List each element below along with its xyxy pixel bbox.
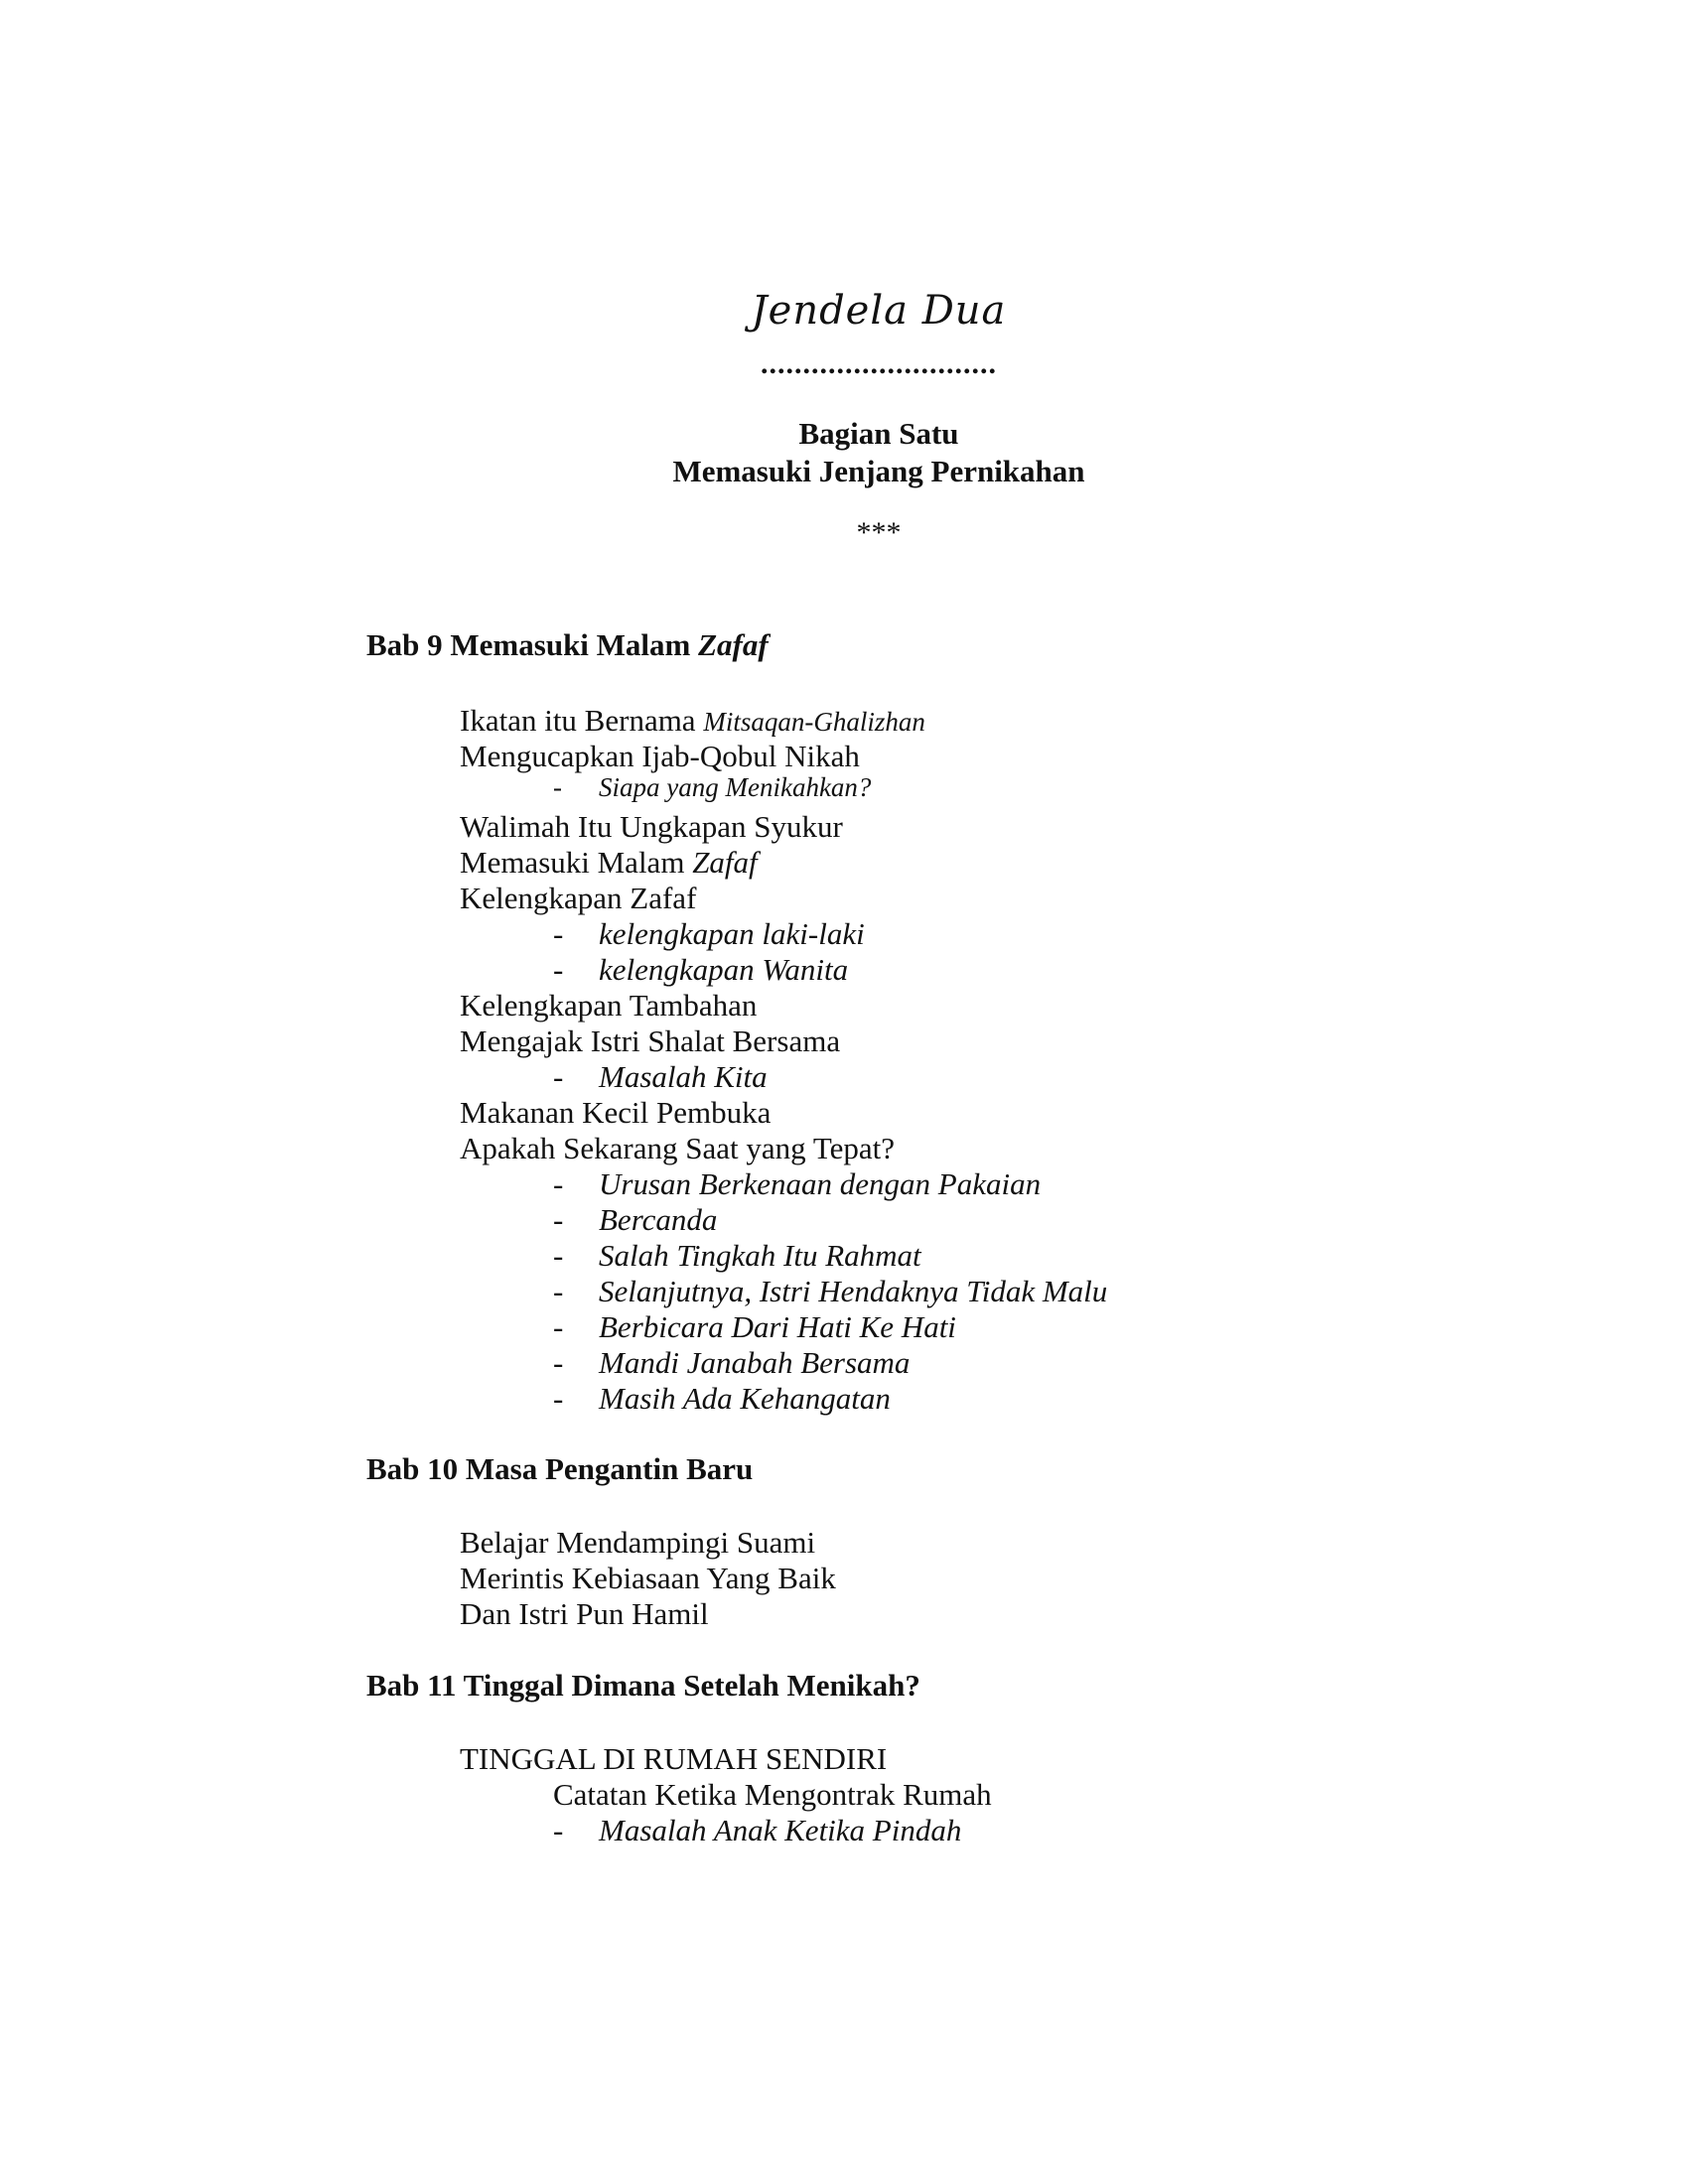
part-label: Bagian Satu [798,416,959,451]
dash-bullet: - [553,952,564,987]
toc-subitem [553,1059,768,1095]
toc-subitem-text: Berbicara Dari Hati Ke Hati [599,1309,956,1344]
toc-item: Merintis Kebiasaan Yang Baik [460,1561,836,1595]
dash-bullet: - [553,916,564,951]
toc-subitem-text: Bercanda [599,1202,718,1237]
toc-subitem [553,916,865,952]
chapter-heading-11: Bab 11 Tinggal Dimana Setelah Menikah? [366,1668,920,1703]
toc-item-text: Memasuki Malam [460,845,693,880]
dash-bullet: - [553,1166,564,1201]
dotted-divider: ............................ [761,347,997,380]
dash-bullet: - [553,772,562,802]
chapter-label: Bab 9 Memasuki Malam [366,627,699,662]
toc-item: Makanan Kecil Pembuka [460,1095,772,1130]
toc-item: Dan Istri Pun Hamil [460,1596,709,1631]
toc-subitem-text: Siapa yang Menikahkan? [599,772,872,802]
toc-item: Kelengkapan Zafaf [460,881,697,915]
dash-bullet: - [553,1238,564,1273]
toc-subitem-text: kelengkapan Wanita [599,952,849,987]
part-title: Memasuki Jenjang Pernikahan [672,454,1085,488]
chapter-heading-9 [366,627,769,663]
toc-subitem [553,1309,956,1345]
toc-subitem [553,1166,1041,1202]
toc-item-italic: Mitsaqan-Ghalizhan [703,707,925,737]
dash-bullet: - [553,1309,564,1344]
toc-subitem-text: Salah Tingkah Itu Rahmat [599,1238,921,1273]
dash-bullet: - [553,1381,564,1416]
toc-subitem [553,952,848,988]
toc-subitem-text: Mandi Janabah Bersama [599,1345,911,1380]
dash-bullet: - [553,1813,564,1847]
toc-item: Belajar Mendampingi Suami [460,1525,816,1560]
toc-subitem [553,1813,961,1848]
stars-separator: *** [856,516,902,549]
toc-item [460,703,925,739]
chapter-heading-10: Bab 10 Masa Pengantin Baru [366,1451,754,1486]
toc-subitem-text: Masih Ada Kehangatan [599,1381,891,1416]
toc-subitem-text: Masalah Kita [599,1059,768,1094]
toc-subitem-text: kelengkapan laki-laki [599,916,865,951]
chapter-label-italic: Zafaf [698,627,769,662]
toc-subitem-text: Masalah Anak Ketika Pindah [599,1813,962,1847]
toc-item: Walimah Itu Ungkapan Syukur [460,809,843,844]
toc-item: Mengajak Istri Shalat Bersama [460,1024,841,1058]
dash-bullet: - [553,1202,564,1237]
dash-bullet: - [553,1345,564,1380]
toc-subitem [553,1274,1107,1309]
toc-subitem-text: Urusan Berkenaan dengan Pakaian [599,1166,1042,1201]
toc-subitem [553,1345,910,1381]
toc-item: TINGGAL DI RUMAH SENDIRI [460,1741,888,1776]
toc-subitem [553,1381,891,1417]
dash-bullet: - [553,1059,564,1094]
section-window-title: Jendela Dua [751,288,1007,334]
toc-item: Catatan Ketika Mengontrak Rumah [553,1777,992,1812]
toc-subitem-text: Selanjutnya, Istri Hendaknya Tidak Malu [599,1274,1108,1308]
toc-subitem [553,772,871,803]
toc-item: Apakah Sekarang Saat yang Tepat? [460,1131,895,1165]
toc-item: Kelengkapan Tambahan [460,988,758,1023]
toc-subitem [553,1238,921,1274]
dash-bullet: - [553,1274,564,1308]
toc-item-text: Ikatan itu Bernama [460,703,704,738]
part-heading [0,415,1688,490]
toc-item [460,845,758,881]
toc-item-italic: Zafaf [692,845,758,880]
toc-item: Mengucapkan Ijab-Qobul Nikah [460,739,860,773]
toc-subitem [553,1202,717,1238]
